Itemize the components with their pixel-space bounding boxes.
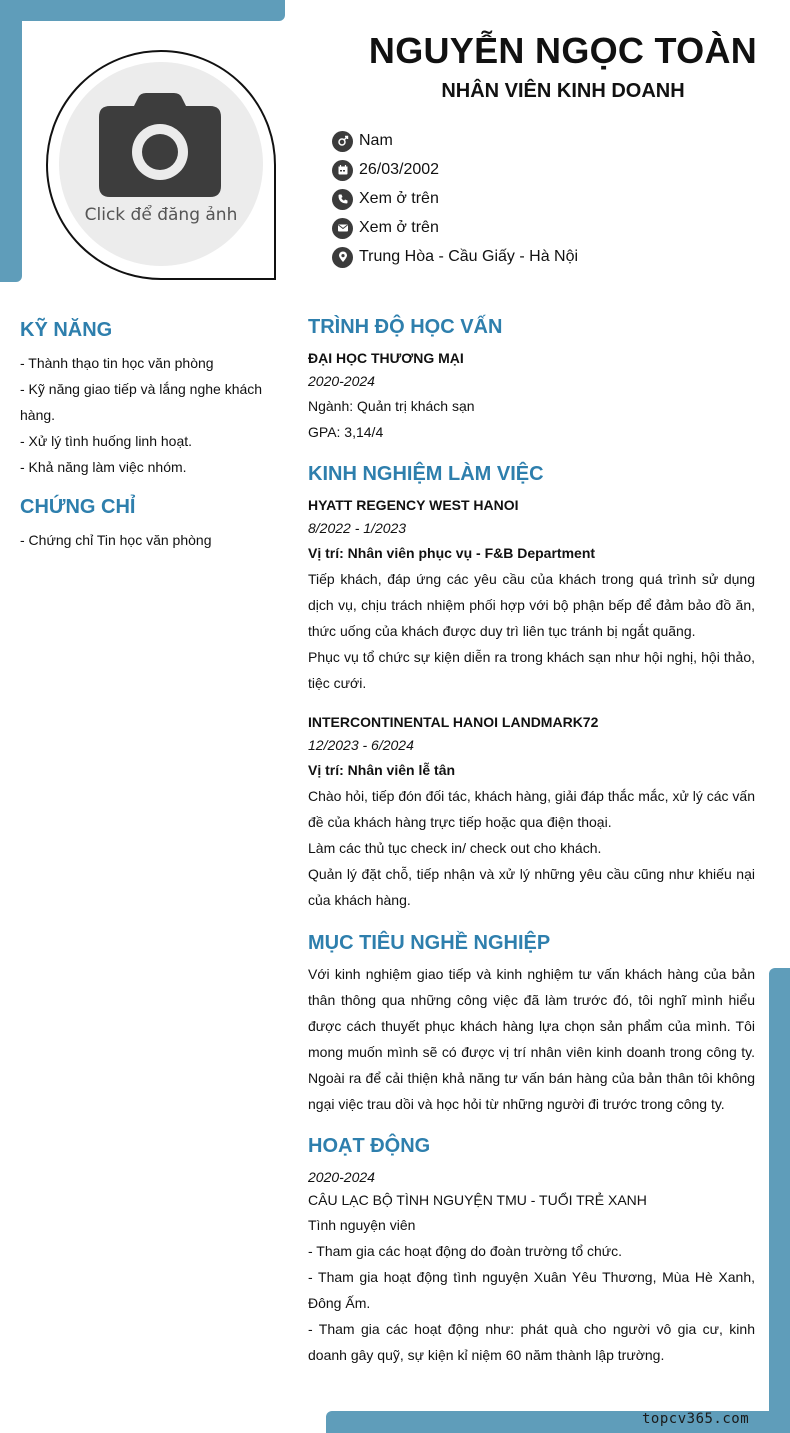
job-period: 12/2023 - 6/2024	[308, 737, 414, 753]
job-detail: Quản lý đặt chỗ, tiếp nhận và xử lý những yêu cầu cũng như khiếu nại của khách hàng.	[308, 866, 755, 908]
job-position: Vị trí: Nhân viên phục vụ - F&B Department	[308, 545, 596, 561]
contact-gender	[332, 130, 393, 152]
activity-detail: - Tham gia các hoạt động như: phát quà cho người vô gia cư, kinh doanh gây quỹ, sự kiện kỉ niệm 60 năm thành lập trường.	[308, 1321, 755, 1363]
job-company: INTERCONTINENTAL HANOI LANDMARK72	[308, 714, 599, 730]
activity-detail: - Tham gia hoạt động tình nguyện Xuân Yêu Thương, Mùa Hè Xanh, Đông Ấm.	[308, 1269, 755, 1311]
email-icon	[332, 218, 353, 239]
full-name: NGUYỄN NGỌC TOÀN	[368, 30, 758, 71]
job-company: HYATT REGENCY WEST HANOI	[308, 497, 519, 513]
education-gpa: GPA: 3,14/4	[308, 424, 384, 440]
skill-line: - Thành thạo tin học văn phòng	[20, 355, 214, 371]
education-major: Ngành: Quản trị khách sạn	[308, 398, 475, 414]
activity-role: Tình nguyện viên	[308, 1217, 416, 1233]
activity-organization: CÂU LẠC BỘ TÌNH NGUYỆN TMU - TUỔI TRẺ XANH	[308, 1192, 647, 1208]
contact-address	[332, 246, 578, 268]
education-period: 2020-2024	[308, 373, 375, 389]
activity-period: 2020-2024	[308, 1169, 375, 1185]
contact-birthday	[332, 159, 439, 181]
gender-icon	[332, 131, 353, 152]
phone-icon	[332, 189, 353, 210]
skill-line: - Khả năng làm việc nhóm.	[20, 459, 187, 475]
right-accent-bar	[769, 968, 790, 1433]
skill-line: - Xử lý tình huống linh hoạt.	[20, 433, 193, 449]
location-icon	[332, 247, 353, 268]
skill-line: - Kỹ năng giao tiếp và lắng nghe khách	[20, 381, 263, 397]
job-title: NHÂN VIÊN KINH DOANH	[441, 80, 685, 102]
job-detail: Tiếp khách, đáp ứng các yêu cầu của khách trong quá trình sử dụng dịch vụ, chịu trách nhiệm phối hợp với bộ phận bếp để đảm bảo đồ ăn, thức uống của khách được duy trì liên tục tránh bị ngắt quãng.	[308, 571, 755, 639]
contact-email-value: Xem ở trên	[359, 219, 439, 236]
contact-address-value: Trung Hòa - Cầu Giấy - Hà Nội	[359, 248, 579, 265]
activity-detail: - Tham gia các hoạt động do đoàn trường tổ chức.	[308, 1243, 623, 1259]
certificates-heading: CHỨNG CHỈ	[20, 496, 136, 518]
education-school: ĐẠI HỌC THƯƠNG MẠI	[308, 350, 464, 366]
education-heading: TRÌNH ĐỘ HỌC VẤN	[308, 316, 503, 338]
job-detail: Chào hỏi, tiếp đón đối tác, khách hàng, giải đáp thắc mắc, xử lý các vấn đề của khách hàng trực tiếp hoặc qua điện thoại.	[308, 788, 755, 830]
contact-phone-value: Xem ở trên	[359, 190, 439, 207]
skills-heading: KỸ NĂNG	[20, 319, 113, 341]
camera-icon[interactable]	[98, 92, 222, 200]
certificate-line: - Chứng chỉ Tin học văn phòng	[20, 532, 212, 548]
skill-line: hàng.	[20, 407, 56, 423]
objective-heading: MỤC TIÊU NGHỀ NGHIỆP	[308, 932, 551, 954]
objective-text: Với kinh nghiệm giao tiếp và kinh nghiệm tư vấn khách hàng của bản thân thông qua những công việc đã làm trước đó, tôi nghĩ mình hiểu được cách thuyết phục khách hàng lựa chọn sản phẩm của mình. Tôi mong muốn mình sẽ có được vị trí nhân viên kinh doanh trong công ty. Ngoài ra để cải thiện khả năng tư vấn bán hàng của bản thân tôi không ngại việc trau dồi và học hỏi từ những người đi trước trong công ty.	[308, 966, 755, 1112]
experience-heading: KINH NGHIỆM LÀM VIỆC	[308, 463, 544, 485]
contact-phone	[332, 188, 439, 210]
top-accent-bar	[0, 0, 285, 21]
upload-photo-label[interactable]: Click để đăng ảnh	[84, 205, 238, 225]
job-detail: Phục vụ tổ chức sự kiện diễn ra trong khách sạn như hội nghị, hội thảo, tiệc cưới.	[308, 649, 755, 691]
calendar-icon	[332, 160, 353, 181]
contact-gender-value: Nam	[359, 132, 393, 149]
footer-brand: topcv365.com	[642, 1411, 750, 1427]
contact-email	[332, 217, 439, 239]
job-detail: Làm các thủ tục check in/ check out cho khách.	[308, 840, 602, 856]
contact-birthday-value: 26/03/2002	[359, 161, 440, 178]
left-accent-bar	[0, 0, 22, 282]
activities-heading: HOẠT ĐỘNG	[308, 1135, 431, 1157]
job-period: 8/2022 - 1/2023	[308, 520, 407, 536]
job-position: Vị trí: Nhân viên lễ tân	[308, 762, 456, 778]
